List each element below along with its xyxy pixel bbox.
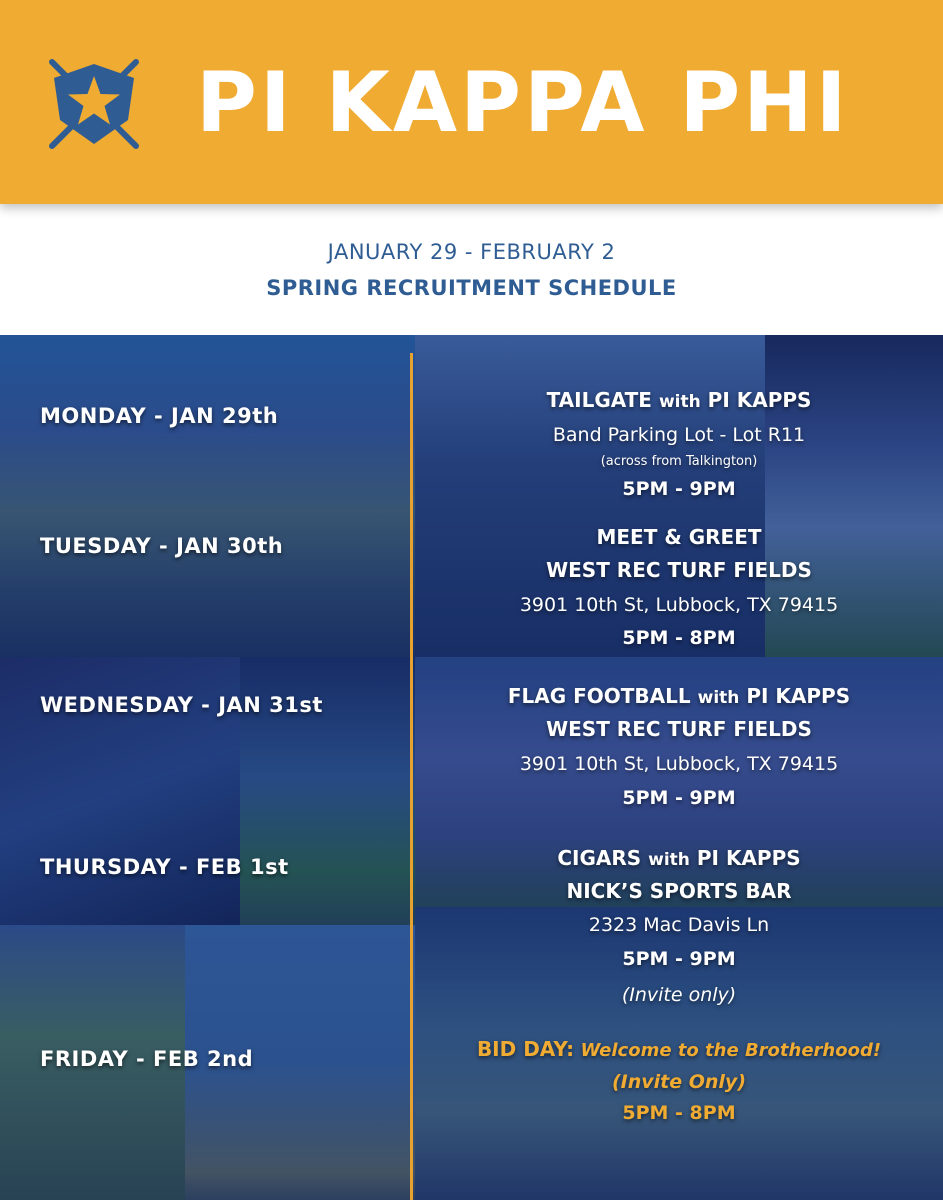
event-friday-name: BID DAY: bbox=[476, 1037, 575, 1061]
day-wednesday: WEDNESDAY - JAN 31st bbox=[40, 693, 323, 717]
event-wednesday-host: PI KAPPS bbox=[746, 684, 851, 708]
event-monday-host: PI KAPPS bbox=[707, 388, 812, 412]
event-thursday-host: PI KAPPS bbox=[696, 846, 801, 870]
event-wednesday-with: with bbox=[697, 688, 740, 708]
day-thursday: THURSDAY - FEB 1st bbox=[40, 855, 289, 879]
brand-title: PI KAPPA PHI bbox=[196, 54, 850, 151]
star-shield-crest-icon bbox=[44, 56, 144, 152]
event-thursday-venue: NICK’S SPORTS BAR bbox=[566, 879, 792, 903]
event-wednesday-time: 5PM - 9PM bbox=[622, 787, 736, 809]
event-tuesday-address: 3901 10th St, Lubbock, TX 79415 bbox=[519, 594, 839, 616]
event-thursday-note: (Invite only) bbox=[621, 984, 737, 1006]
event-friday-tagline: Welcome to the Brotherhood! bbox=[580, 1040, 882, 1061]
event-wednesday-title bbox=[415, 684, 943, 708]
event-dates: JANUARY 29 - FEBRUARY 2 bbox=[327, 240, 616, 264]
event-wednesday-name: FLAG FOOTBALL bbox=[507, 684, 691, 708]
event-thursday-address: 2323 Mac Davis Ln bbox=[588, 914, 770, 936]
event-monday-note: (across from Talkington) bbox=[600, 454, 758, 469]
header-banner bbox=[0, 0, 943, 204]
event-monday-name: TAILGATE bbox=[546, 388, 652, 412]
event-tuesday-time: 5PM - 8PM bbox=[622, 627, 736, 649]
event-thursday-time: 5PM - 9PM bbox=[622, 948, 736, 970]
event-monday-with: with bbox=[658, 392, 701, 412]
event-thursday-title bbox=[415, 846, 943, 870]
event-friday-note: (Invite Only) bbox=[611, 1071, 747, 1093]
event-wednesday-address: 3901 10th St, Lubbock, TX 79415 bbox=[519, 753, 839, 775]
event-thursday-name: CIGARS bbox=[557, 846, 642, 870]
event-friday-time: 5PM - 8PM bbox=[622, 1102, 736, 1124]
event-thursday-with: with bbox=[648, 850, 690, 870]
schedule-title: SPRING RECRUITMENT SCHEDULE bbox=[266, 276, 677, 300]
day-tuesday: TUESDAY - JAN 30th bbox=[40, 534, 284, 558]
event-friday-title bbox=[415, 1037, 943, 1061]
event-tuesday-title: MEET & GREET bbox=[596, 525, 762, 549]
timeline-divider bbox=[410, 353, 413, 1200]
day-monday: MONDAY - JAN 29th bbox=[40, 404, 279, 428]
event-wednesday-venue: WEST REC TURF FIELDS bbox=[546, 717, 812, 741]
event-monday-title bbox=[415, 388, 943, 412]
day-friday: FRIDAY - FEB 2nd bbox=[40, 1047, 254, 1071]
event-monday-location: Band Parking Lot - Lot R11 bbox=[552, 424, 806, 446]
event-monday-time: 5PM - 9PM bbox=[622, 478, 736, 500]
event-tuesday-venue: WEST REC TURF FIELDS bbox=[546, 558, 812, 582]
